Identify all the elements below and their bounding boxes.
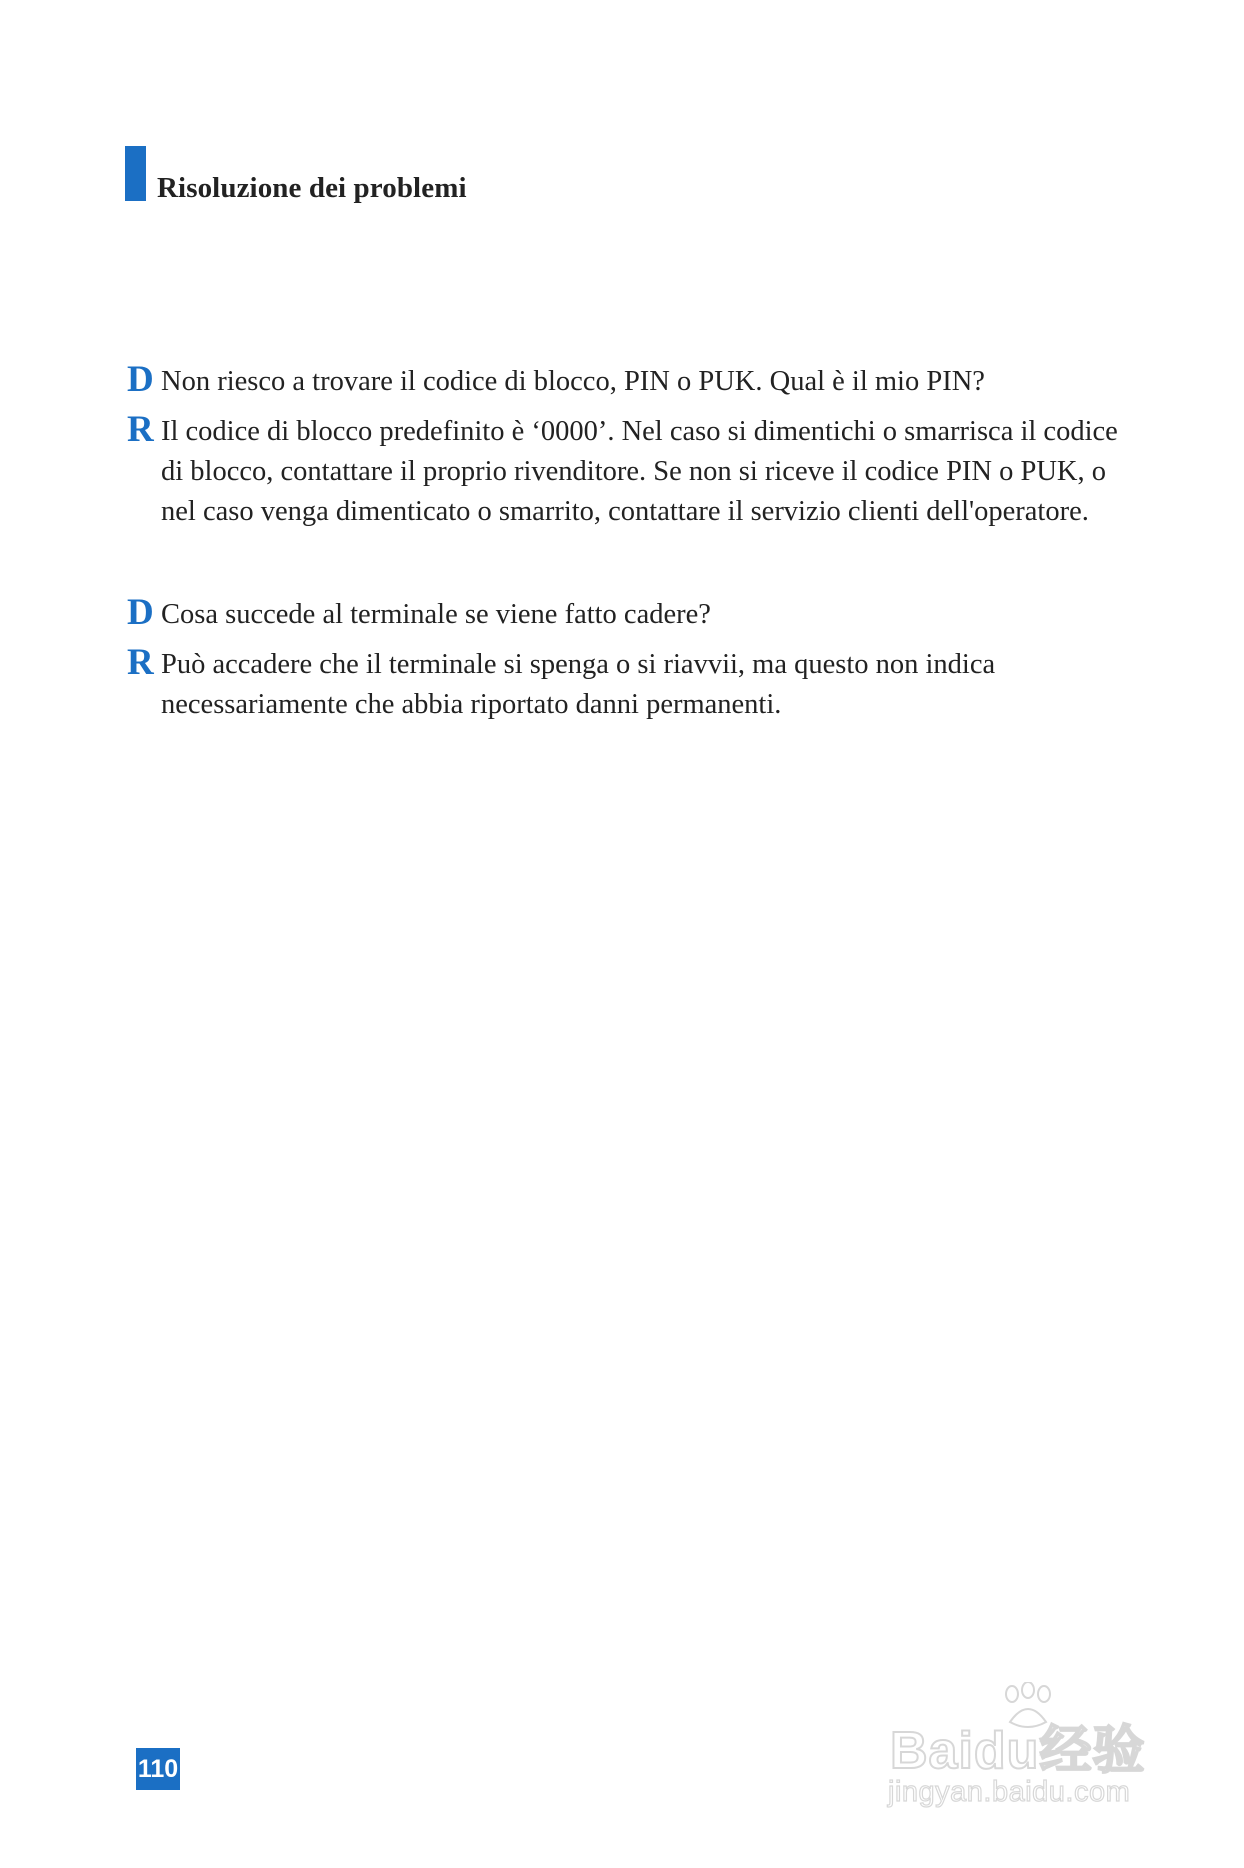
answer-text: Può accadere che il terminale si spenga o si riavvii, ma questo non indica necessariamente che abbia riportato danni permanenti. [161, 649, 996, 720]
question-text: Non riesco a trovare il codice di blocco, PIN o PUK. Qual è il mio PIN? [161, 366, 985, 397]
watermark-url: jingyan.baidu.com [888, 1776, 1131, 1808]
question-letter: D [127, 592, 154, 633]
qa-item [127, 592, 1127, 725]
answer-text: Il codice di blocco predefinito è ‘0000’. Nel caso si dimentichi o smarrisca il codice di blocco, contattare il proprio rivenditore. Se non si riceve il codice PIN o PUK, o nel caso venga dimenticato o smarrito, contattare il servizio clienti dell'operatore. [161, 416, 1118, 527]
answer-letter: R [127, 642, 154, 683]
question-line [127, 359, 1127, 402]
page-number: 110 [136, 1748, 180, 1790]
page-title: Risoluzione dei problemi [157, 172, 467, 204]
header-accent-bar [125, 146, 146, 201]
answer-letter: R [127, 409, 154, 450]
baidu-watermark [880, 1680, 1180, 1820]
watermark-brand: Baidu经验 [890, 1722, 1146, 1780]
qa-item [127, 359, 1127, 532]
answer-line [127, 409, 1127, 532]
question-text: Cosa succede al terminale se viene fatto cadere? [161, 599, 711, 630]
answer-line [127, 642, 1127, 725]
question-letter: D [127, 359, 154, 400]
question-line [127, 592, 1127, 635]
